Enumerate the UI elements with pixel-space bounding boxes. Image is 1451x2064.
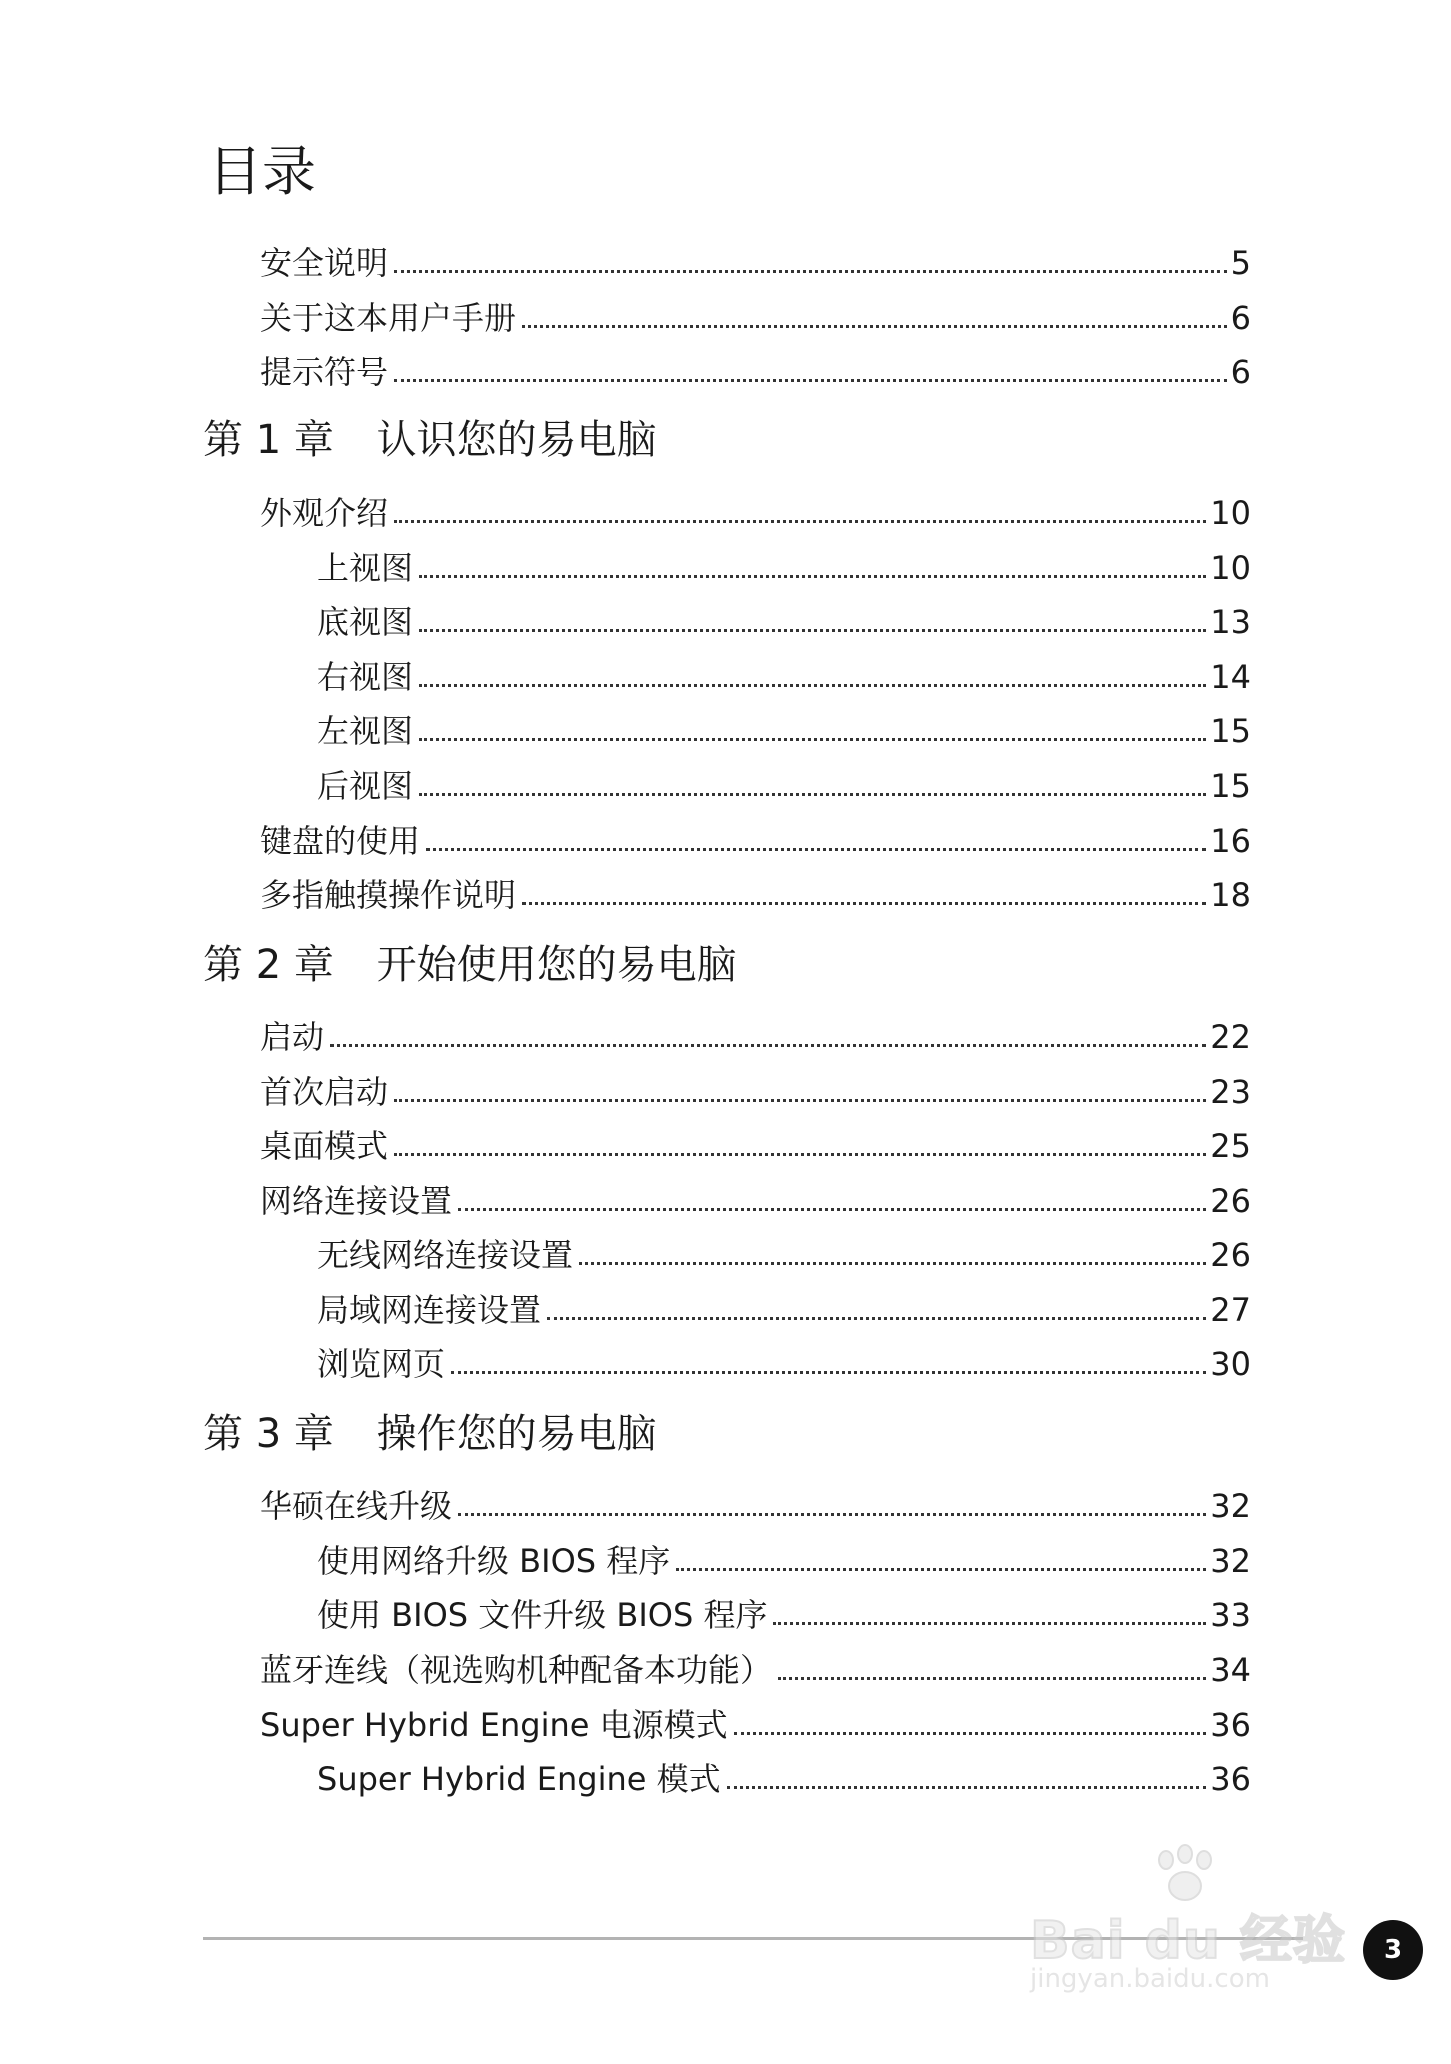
toc-entry[interactable] [260,869,1251,913]
toc-entry[interactable] [317,596,1251,640]
toc-entry-symbols[interactable] [260,346,1251,390]
chapter-title: 操作您的易电脑 [376,1411,657,1457]
entry-page: 32 [1210,1487,1251,1525]
entry-label: 使用 BIOS 文件升级 BIOS 程序 [317,1596,768,1634]
entry-label: 底视图 [317,603,414,641]
toc-entry[interactable] [260,1175,1251,1219]
entry-page: 13 [1210,603,1251,641]
entry-label: 右视图 [317,658,414,696]
paw-icon [1150,1844,1220,1904]
toc-title: 目录 [208,140,316,203]
entry-page: 32 [1210,1542,1251,1580]
entry-label: 局域网连接设置 [317,1291,542,1329]
toc-entry-safety[interactable] [260,237,1251,281]
entry-label: 使用网络升级 BIOS 程序 [317,1542,671,1580]
entry-page: 34 [1210,1651,1251,1689]
entry-label: 关于这本用户手册 [260,299,517,337]
chapter-number: 第 3 章 [203,1411,334,1457]
entry-page: 30 [1210,1345,1251,1383]
entry-label: Super Hybrid Engine 电源模式 [260,1706,728,1744]
chapter-3-heading[interactable] [203,1411,657,1457]
dot-leader [727,1786,1207,1789]
dot-leader [419,629,1206,632]
toc-entry[interactable] [317,1284,1251,1328]
dot-leader [676,1568,1206,1571]
dot-leader [579,1262,1206,1265]
toc-entry[interactable] [317,1589,1251,1633]
entry-page: 33 [1210,1596,1251,1634]
entry-label: 启动 [260,1018,325,1056]
toc-entry[interactable] [260,815,1251,859]
watermark-url: jingyan.baidu.com [1030,1964,1270,1994]
dot-leader [394,1099,1206,1102]
dot-leader [522,325,1227,328]
entry-page: 36 [1210,1706,1251,1744]
dot-leader [734,1732,1207,1735]
dot-leader [394,379,1227,382]
page-number-badge: 3 [1363,1920,1423,1980]
dot-leader [522,902,1206,905]
entry-label: 键盘的使用 [260,822,421,860]
entry-label: 华硕在线升级 [260,1487,453,1525]
toc-entry[interactable] [317,705,1251,749]
entry-label: 提示符号 [260,353,389,391]
dot-leader [547,1317,1206,1320]
entry-label: 安全说明 [260,244,389,282]
entry-page: 14 [1210,658,1251,696]
entry-page: 26 [1210,1236,1251,1274]
dot-leader [419,684,1206,687]
baidu-jingyan-watermark [1030,1840,1370,2000]
toc-entry[interactable] [260,1011,1251,1055]
entry-page: 5 [1230,244,1251,282]
toc-entry[interactable] [317,1229,1251,1273]
toc-entry[interactable] [317,1753,1251,1797]
toc-entry[interactable] [260,1120,1251,1164]
chapter-2-heading[interactable] [203,942,737,988]
entry-page: 23 [1210,1073,1251,1111]
dot-leader [458,1208,1206,1211]
chapter-1-heading[interactable] [203,417,657,463]
entry-label: 网络连接设置 [260,1182,453,1220]
entry-page: 22 [1210,1018,1251,1056]
toc-entry[interactable] [260,1066,1251,1110]
toc-entry-about-manual[interactable] [260,292,1251,336]
entry-page: 6 [1230,353,1251,391]
entry-page: 25 [1210,1127,1251,1165]
entry-label: 蓝牙连线（视选购机种配备本功能） [260,1651,773,1689]
entry-page: 26 [1210,1182,1251,1220]
dot-leader [778,1677,1206,1680]
entry-label: 上视图 [317,549,414,587]
entry-page: 10 [1210,494,1251,532]
entry-page: 10 [1210,549,1251,587]
chapter-number: 第 1 章 [203,417,334,463]
toc-entry[interactable] [260,1480,1251,1524]
toc-entry[interactable] [260,487,1251,531]
entry-page: 6 [1230,299,1251,337]
dot-leader [330,1044,1206,1047]
entry-page: 27 [1210,1291,1251,1329]
dot-leader [394,270,1227,273]
entry-label: 左视图 [317,712,414,750]
chapter-title: 开始使用您的易电脑 [376,942,737,988]
toc-entry[interactable] [317,760,1251,804]
entry-label: 多指触摸操作说明 [260,876,517,914]
dot-leader [451,1371,1206,1374]
dot-leader [419,738,1206,741]
toc-entry[interactable] [317,651,1251,695]
entry-label: 桌面模式 [260,1127,389,1165]
entry-label: 浏览网页 [317,1345,446,1383]
entry-page: 15 [1210,767,1251,805]
dot-leader [773,1622,1206,1625]
dot-leader [419,793,1206,796]
watermark-logo-text: Bai du 经验 [1030,1911,1346,1971]
chapter-number: 第 2 章 [203,942,334,988]
entry-label: 首次启动 [260,1073,389,1111]
toc-entry[interactable] [317,1535,1251,1579]
dot-leader [458,1513,1206,1516]
dot-leader [426,848,1206,851]
entry-page: 18 [1210,876,1251,914]
entry-page: 15 [1210,712,1251,750]
dot-leader [394,1153,1206,1156]
entry-label: 后视图 [317,767,414,805]
entry-label: 外观介绍 [260,494,389,532]
toc-entry[interactable] [317,542,1251,586]
entry-label: 无线网络连接设置 [317,1236,574,1274]
toc-entry[interactable] [317,1338,1251,1382]
toc-entry[interactable] [260,1644,1251,1688]
entry-label: Super Hybrid Engine 模式 [317,1760,721,1798]
entry-page: 16 [1210,822,1251,860]
dot-leader [419,575,1206,578]
toc-entry[interactable] [260,1699,1251,1743]
dot-leader [394,520,1206,523]
chapter-title: 认识您的易电脑 [376,417,657,463]
entry-page: 36 [1210,1760,1251,1798]
